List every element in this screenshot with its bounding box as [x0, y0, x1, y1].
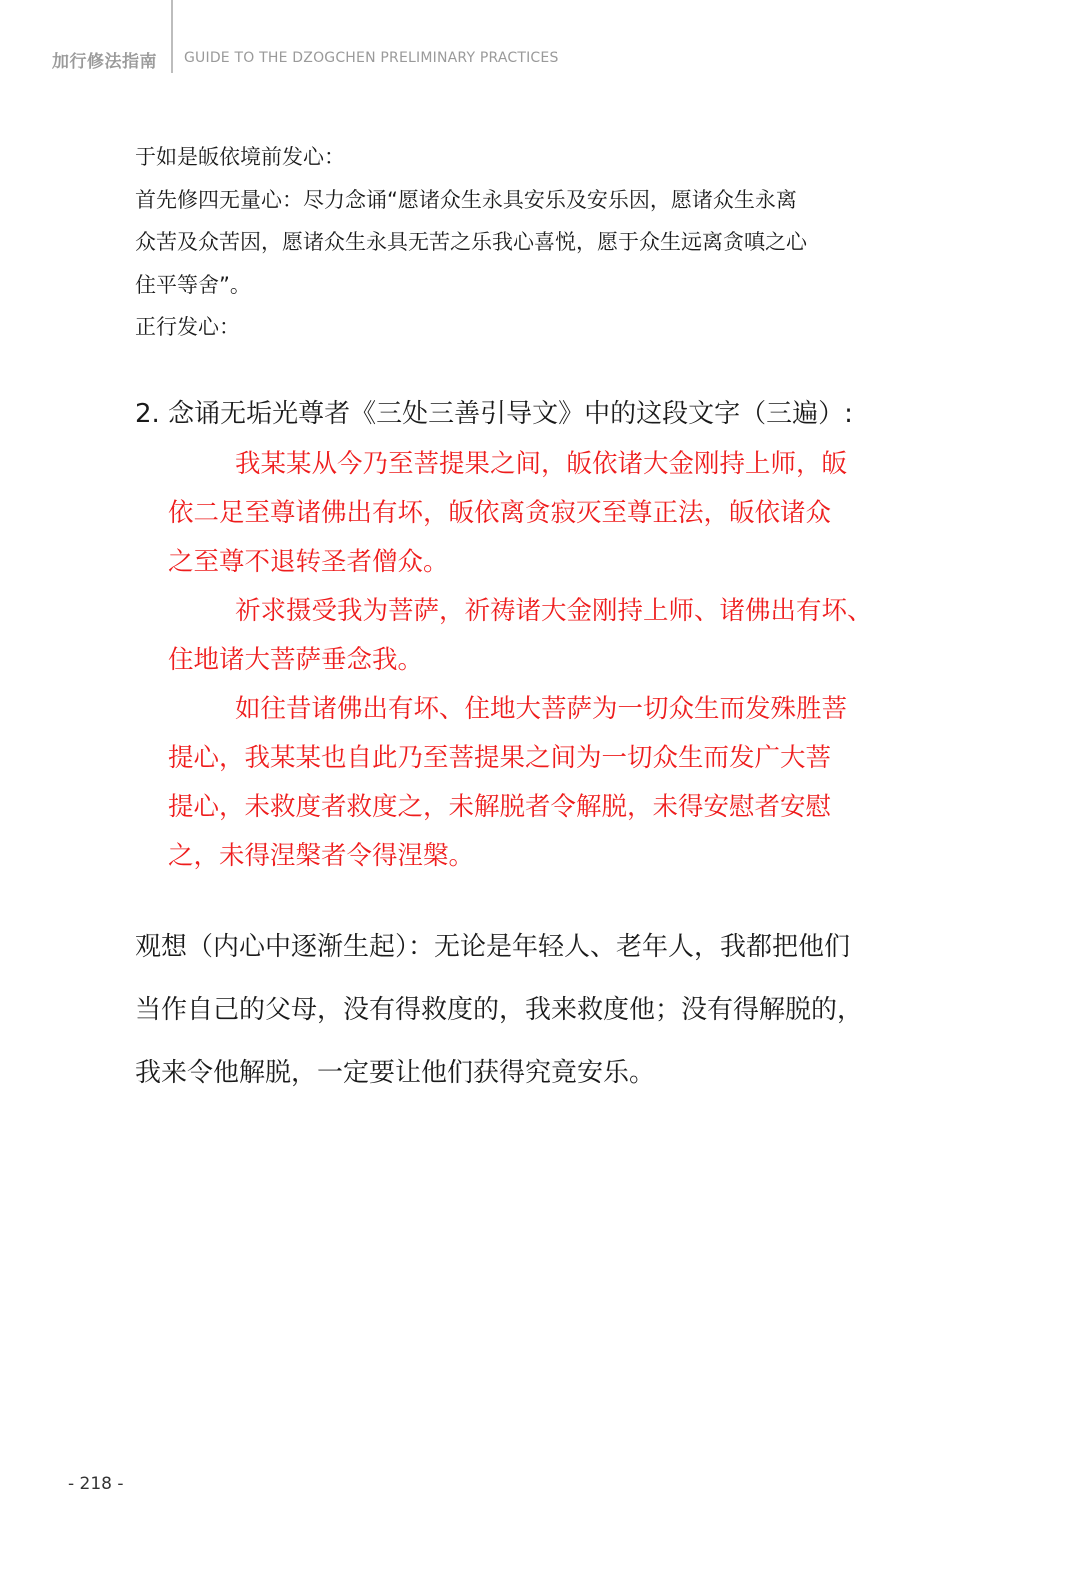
- recitation-line: 祈求摄受我为菩萨，祈祷诸大金刚持上师、诸佛出有坏、: [235, 596, 873, 626]
- visualization-line: 我来令他解脱，一定要让他们获得究竟安乐。: [135, 1058, 656, 1088]
- recitation-line: 提心，我某某也自此乃至菩提果之间为一切众生而发广大菩: [168, 743, 832, 773]
- recitation-line: 我某某从今乃至菩提果之间，皈依诸大金刚持上师，皈: [235, 449, 848, 479]
- running-header-chinese: 加行修法指南: [52, 52, 157, 72]
- recitation-line: 如往昔诸佛出有坏、住地大菩萨为一切众生而发殊胜菩: [235, 694, 848, 724]
- recitation-text: [168, 440, 873, 881]
- recitation-line: 住地诸大菩萨垂念我。: [168, 645, 424, 675]
- recitation-line: 提心，未救度者救度之，未解脱者令解脱，未得安慰者安慰: [168, 792, 832, 822]
- recitation-line: 之至尊不退转圣者僧众。: [168, 547, 449, 577]
- intro-line: 住平等舍”。: [135, 272, 251, 297]
- running-header-english: GUIDE TO THE DZOGCHEN PRELIMINARY PRACTICES: [184, 50, 559, 66]
- section-heading: 2. 念诵无垢光尊者《三处三善引导文》中的这段文字（三遍）:: [135, 399, 853, 429]
- visualization-text: [135, 916, 863, 1105]
- visualization-line: 当作自己的父母，没有得救度的，我来救度他；没有得解脱的，: [135, 995, 864, 1025]
- intro-line: 于如是皈依境前发心：: [135, 145, 345, 169]
- header-divider: [171, 0, 173, 73]
- intro-text: [135, 136, 807, 349]
- page-number: - 218 -: [68, 1474, 124, 1494]
- intro-line: 众苦及众苦因，愿诸众生永具无苦之乐我心喜悦，愿于众生远离贪嗔之心: [135, 230, 807, 254]
- intro-line: 正行发心：: [135, 315, 240, 339]
- recitation-line: 之，未得涅槃者令得涅槃。: [168, 841, 475, 871]
- intro-line: 首先修四无量心：尽力念诵“愿诸众生永具安乐及安乐因，愿诸众生永离: [135, 187, 797, 212]
- visualization-line: 观想（内心中逐渐生起）：无论是年轻人、老年人，我都把他们: [135, 932, 851, 962]
- recitation-line: 依二足至尊诸佛出有坏，皈依离贪寂灭至尊正法，皈依诸众: [168, 498, 832, 528]
